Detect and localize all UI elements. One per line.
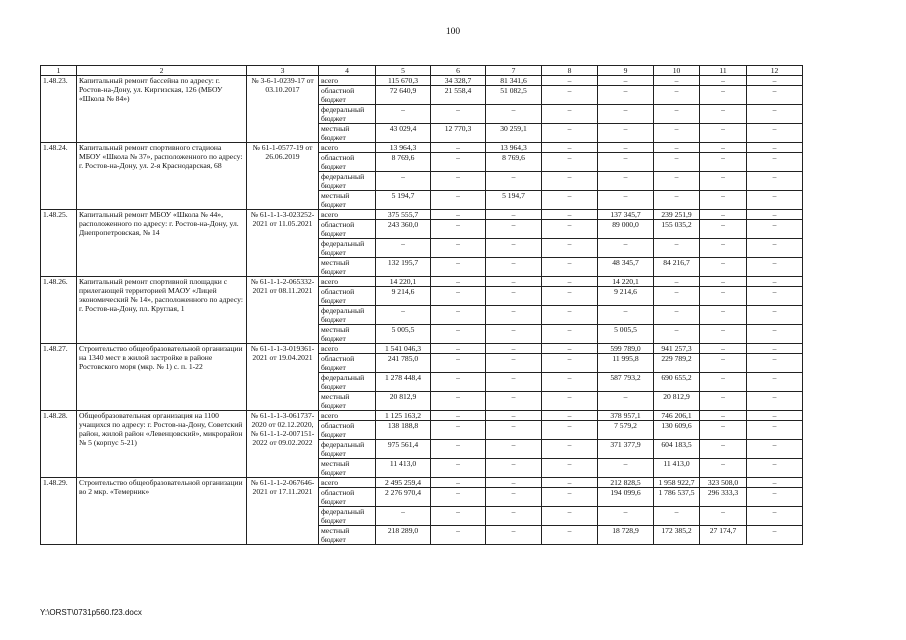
amount-cell: – [542,325,598,344]
amount-cell: 975 561,4 [376,440,431,459]
amount-cell: 18 728,9 [598,526,654,545]
amount-cell: – [747,478,803,488]
expertise-document: № 61-1-1-2-065332-2021 от 08.11.2021 [247,277,319,344]
amount-cell: – [431,306,486,325]
amount-cell: – [747,277,803,287]
amount-cell: 13 964,3 [376,143,431,153]
amount-cell: – [747,373,803,392]
amount-cell: 34 328,7 [431,76,486,86]
table-row [41,143,803,153]
amount-cell: – [486,478,542,488]
amount-cell: – [431,277,486,287]
funding-source: федеральный бюджет [319,373,376,392]
amount-cell: 9 214,6 [376,287,431,306]
funding-source: областной бюджет [319,220,376,239]
column-number-cell: 4 [319,66,376,76]
amount-cell: – [431,153,486,172]
funding-source: областной бюджет [319,354,376,373]
amount-cell: – [700,421,747,440]
amount-cell: – [486,526,542,545]
amount-cell: – [486,258,542,277]
amount-cell: 604 183,5 [654,440,700,459]
amount-cell: – [431,526,486,545]
amount-cell: – [598,172,654,191]
funding-source: местный бюджет [319,459,376,478]
amount-cell: – [431,354,486,373]
amount-cell: – [542,507,598,526]
amount-cell: – [747,220,803,239]
amount-cell: – [598,86,654,105]
expertise-document: № 61-1-1-3-019361-2021 от 19.04.2021 [247,344,319,411]
amount-cell: – [542,344,598,354]
amount-cell: – [700,239,747,258]
amount-cell: – [598,392,654,411]
amount-cell: – [654,277,700,287]
amount-cell: – [747,191,803,210]
amount-cell: 1 786 537,5 [654,488,700,507]
amount-cell: – [598,143,654,153]
funding-source: областной бюджет [319,421,376,440]
amount-cell: – [542,306,598,325]
amount-cell: 8 769,6 [376,153,431,172]
amount-cell: – [654,306,700,325]
column-number-cell: 1 [41,66,77,76]
item-title: Строительство общеобразовательной организации на 1340 мест в жилой застройке в районе Ростовского моря (мкр. № 1) с. п. 1-22 [77,344,247,411]
item-number: 1.48.23. [41,76,77,143]
amount-cell: – [542,373,598,392]
amount-cell: – [486,421,542,440]
amount-cell: 296 333,3 [700,488,747,507]
amount-cell: – [747,354,803,373]
amount-cell: 155 035,2 [654,220,700,239]
funding-source: федеральный бюджет [319,507,376,526]
column-number-row [41,66,803,76]
amount-cell: – [542,143,598,153]
amount-cell: – [486,210,542,220]
item-number: 1.48.28. [41,411,77,478]
amount-cell: – [654,507,700,526]
amount-cell: – [747,306,803,325]
amount-cell: – [700,325,747,344]
amount-cell: – [431,440,486,459]
amount-cell: 5 194,7 [376,191,431,210]
amount-cell: 2 276 970,4 [376,488,431,507]
funding-source: всего [319,210,376,220]
amount-cell: – [431,459,486,478]
expertise-document: № 61-1-1-3-061737-2020 от 02.12.2020, № 61-1-1-2-007151-2022 от 09.02.2022 [247,411,319,478]
table-row [41,411,803,421]
amount-cell: – [542,86,598,105]
amount-cell: – [747,421,803,440]
amount-cell: – [598,153,654,172]
amount-cell: 172 385,2 [654,526,700,545]
amount-cell: – [700,191,747,210]
amount-cell: 239 251,9 [654,210,700,220]
amount-cell: – [598,306,654,325]
amount-cell: – [431,172,486,191]
amount-cell: 11 413,0 [654,459,700,478]
amount-cell: – [542,172,598,191]
amount-cell: – [486,440,542,459]
amount-cell: – [431,258,486,277]
column-number-cell: 10 [654,66,700,76]
file-path-footer: Y:\ORST\0731p560.f23.docx [40,608,142,617]
amount-cell: – [542,210,598,220]
funding-source: областной бюджет [319,287,376,306]
column-number-cell: 7 [486,66,542,76]
amount-cell: 1 278 448,4 [376,373,431,392]
amount-cell: – [431,392,486,411]
amount-cell: – [598,191,654,210]
amount-cell: 81 341,6 [486,76,542,86]
amount-cell: – [486,306,542,325]
expertise-document: № 61-1-0577-19 от 26.06.2019 [247,143,319,210]
amount-cell: – [747,287,803,306]
amount-cell: – [598,124,654,143]
funding-source: федеральный бюджет [319,172,376,191]
amount-cell: – [542,191,598,210]
amount-cell: – [486,507,542,526]
amount-cell: 12 770,3 [431,124,486,143]
column-number-cell: 5 [376,66,431,76]
amount-cell: 30 259,1 [486,124,542,143]
amount-cell: – [486,239,542,258]
amount-cell: – [542,488,598,507]
amount-cell: – [700,105,747,124]
amount-cell: – [486,287,542,306]
amount-cell: 241 785,0 [376,354,431,373]
amount-cell: – [486,344,542,354]
amount-cell: 194 099,6 [598,488,654,507]
table-row [41,277,803,287]
amount-cell: 20 812,9 [654,392,700,411]
funding-source: областной бюджет [319,86,376,105]
table-body [41,66,803,545]
amount-cell: 130 609,6 [654,421,700,440]
funding-source: федеральный бюджет [319,440,376,459]
amount-cell: – [747,86,803,105]
amount-cell: – [431,105,486,124]
amount-cell: – [700,143,747,153]
amount-cell: – [654,105,700,124]
amount-cell: – [542,76,598,86]
amount-cell: – [486,277,542,287]
amount-cell: 5 005,5 [598,325,654,344]
funding-source: федеральный бюджет [319,306,376,325]
amount-cell: 115 670,3 [376,76,431,86]
column-number-cell: 12 [747,66,803,76]
amount-cell: – [598,105,654,124]
amount-cell: 21 558,4 [431,86,486,105]
funding-source: областной бюджет [319,488,376,507]
amount-cell: – [486,411,542,421]
table-row [41,210,803,220]
funding-source: федеральный бюджет [319,105,376,124]
amount-cell: 599 789,0 [598,344,654,354]
amount-cell: 43 029,4 [376,124,431,143]
amount-cell: – [431,478,486,488]
amount-cell: – [700,277,747,287]
amount-cell: – [700,210,747,220]
amount-cell: 9 214,6 [598,287,654,306]
item-number: 1.48.26. [41,277,77,344]
amount-cell: 5 005,5 [376,325,431,344]
amount-cell: 48 345,7 [598,258,654,277]
funding-source: местный бюджет [319,258,376,277]
amount-cell: – [542,239,598,258]
amount-cell: – [542,287,598,306]
amount-cell: – [747,526,803,545]
amount-cell: 1 125 163,2 [376,411,431,421]
funding-source: всего [319,76,376,86]
amount-cell: 27 174,7 [700,526,747,545]
amount-cell: – [700,440,747,459]
amount-cell: – [431,421,486,440]
amount-cell: – [376,306,431,325]
amount-cell: – [486,105,542,124]
amount-cell: – [486,373,542,392]
budget-table [40,65,803,545]
item-number: 1.48.27. [41,344,77,411]
amount-cell: – [700,354,747,373]
amount-cell: – [747,258,803,277]
column-number-cell: 6 [431,66,486,76]
amount-cell: 243 360,0 [376,220,431,239]
amount-cell: 690 655,2 [654,373,700,392]
amount-cell: 137 345,7 [598,210,654,220]
amount-cell: 14 220,1 [598,277,654,287]
amount-cell: 375 555,7 [376,210,431,220]
amount-cell: – [376,172,431,191]
table-row [41,344,803,354]
amount-cell: – [747,239,803,258]
amount-cell: – [654,239,700,258]
amount-cell: – [431,143,486,153]
table-row [41,478,803,488]
amount-cell: – [542,411,598,421]
amount-cell: – [747,325,803,344]
amount-cell: – [654,325,700,344]
amount-cell: – [747,143,803,153]
amount-cell: – [700,459,747,478]
funding-source: областной бюджет [319,153,376,172]
amount-cell: – [598,507,654,526]
amount-cell: – [431,344,486,354]
amount-cell: – [376,507,431,526]
item-title: Строительство общеобразовательной организации во 2 мкр. «Темерник» [77,478,247,545]
amount-cell: – [747,392,803,411]
amount-cell: 72 640,9 [376,86,431,105]
amount-cell: – [747,459,803,478]
amount-cell: – [700,411,747,421]
amount-cell: – [431,287,486,306]
amount-cell: – [747,411,803,421]
amount-cell: – [486,459,542,478]
amount-cell: – [700,172,747,191]
amount-cell: – [747,488,803,507]
amount-cell: – [700,287,747,306]
item-title: Капитальный ремонт спортивной площадки с прилегающей территорией МАОУ «Лицей экономический № 14», расположенного по адресу: г. Ростов-на-Дону, пл. Круглая, 1 [77,277,247,344]
amount-cell: – [542,105,598,124]
amount-cell: – [654,191,700,210]
item-title: Капитальный ремонт МБОУ «Школа № 44», расположенного по адресу: г. Ростов-на-Дону, ул. Днепропетровская, № 14 [77,210,247,277]
amount-cell: – [747,344,803,354]
amount-cell: – [654,124,700,143]
amount-cell: – [747,507,803,526]
amount-cell: – [700,344,747,354]
funding-source: всего [319,143,376,153]
amount-cell: – [542,392,598,411]
amount-cell: – [700,258,747,277]
amount-cell: – [654,287,700,306]
amount-cell: – [747,210,803,220]
amount-cell: – [747,124,803,143]
amount-cell: 7 579,2 [598,421,654,440]
amount-cell: – [542,277,598,287]
amount-cell: – [486,220,542,239]
item-title: Общеобразовательная организация на 1100 учащихся по адресу: г. Ростов-на-Дону, Советский район, жилой район «Левенцовский», микрорайон № 5 (корпус 5-21) [77,411,247,478]
amount-cell: – [486,354,542,373]
funding-source: всего [319,344,376,354]
table-row [41,76,803,86]
amount-cell: 89 000,0 [598,220,654,239]
amount-cell: 14 220,1 [376,277,431,287]
amount-cell: 132 195,7 [376,258,431,277]
amount-cell: – [747,172,803,191]
funding-source: местный бюджет [319,325,376,344]
expertise-document: № 3-6-1-0239-17 от 03.10.2017 [247,76,319,143]
funding-source: всего [319,411,376,421]
amount-cell: – [431,411,486,421]
column-number-cell: 9 [598,66,654,76]
amount-cell: – [376,239,431,258]
funding-source: всего [319,478,376,488]
amount-cell: – [598,76,654,86]
amount-cell: – [747,153,803,172]
funding-source: местный бюджет [319,526,376,545]
amount-cell: – [654,86,700,105]
amount-cell: – [542,421,598,440]
item-title: Капитальный ремонт спортивного стадиона МБОУ «Школа № 37», расположенного по адресу: г. Ростов-на-Дону, ул. 2-я Краснодарская, 68 [77,143,247,210]
amount-cell: – [700,124,747,143]
amount-cell: – [747,76,803,86]
amount-cell: – [700,153,747,172]
amount-cell: 20 812,9 [376,392,431,411]
funding-source: всего [319,277,376,287]
amount-cell: 1 541 046,3 [376,344,431,354]
amount-cell: – [700,86,747,105]
amount-cell: 378 957,1 [598,411,654,421]
funding-source: федеральный бюджет [319,239,376,258]
amount-cell: – [747,440,803,459]
amount-cell: – [542,459,598,478]
amount-cell: 2 495 259,4 [376,478,431,488]
amount-cell: – [431,373,486,392]
amount-cell: – [431,507,486,526]
amount-cell: – [431,220,486,239]
amount-cell: – [376,105,431,124]
amount-cell: – [542,124,598,143]
page-number: 100 [445,27,461,37]
amount-cell: – [486,172,542,191]
amount-cell: – [700,373,747,392]
funding-source: местный бюджет [319,191,376,210]
amount-cell: – [542,153,598,172]
amount-cell: 229 789,2 [654,354,700,373]
amount-cell: – [431,325,486,344]
amount-cell: – [598,459,654,478]
amount-cell: 371 377,9 [598,440,654,459]
amount-cell: 218 289,0 [376,526,431,545]
amount-cell: – [654,172,700,191]
amount-cell: – [431,488,486,507]
item-number: 1.48.25. [41,210,77,277]
amount-cell: – [542,440,598,459]
amount-cell: – [654,76,700,86]
amount-cell: 746 206,1 [654,411,700,421]
amount-cell: – [542,526,598,545]
funding-source: местный бюджет [319,392,376,411]
item-title: Капитальный ремонт бассейна по адресу: г. Ростов-на-Дону, ул. Киргизская, 126 (МБОУ «Школа № 84») [77,76,247,143]
amount-cell: 323 508,0 [700,478,747,488]
item-number: 1.48.29. [41,478,77,545]
amount-cell: – [486,488,542,507]
amount-cell: 51 082,5 [486,86,542,105]
amount-cell: – [654,153,700,172]
column-number-cell: 3 [247,66,319,76]
item-number: 1.48.24. [41,143,77,210]
amount-cell: 5 194,7 [486,191,542,210]
amount-cell: – [700,392,747,411]
amount-cell: – [700,76,747,86]
amount-cell: 84 216,7 [654,258,700,277]
amount-cell: – [700,507,747,526]
amount-cell: – [700,220,747,239]
funding-source: местный бюджет [319,124,376,143]
column-number-cell: 8 [542,66,598,76]
amount-cell: 1 958 922,7 [654,478,700,488]
amount-cell: 8 769,6 [486,153,542,172]
amount-cell: – [431,191,486,210]
amount-cell: – [654,143,700,153]
amount-cell: – [700,306,747,325]
amount-cell: 138 188,8 [376,421,431,440]
amount-cell: – [486,392,542,411]
column-number-cell: 2 [77,66,247,76]
amount-cell: – [747,105,803,124]
amount-cell: – [598,239,654,258]
amount-cell: – [542,258,598,277]
amount-cell: 587 793,2 [598,373,654,392]
amount-cell: – [431,239,486,258]
amount-cell: – [542,220,598,239]
expertise-document: № 61-1-1-3-023252-2021 от 11.05.2021 [247,210,319,277]
amount-cell: – [542,354,598,373]
amount-cell: 941 257,3 [654,344,700,354]
amount-cell: 11 413,0 [376,459,431,478]
amount-cell: 11 995,8 [598,354,654,373]
amount-cell: 13 964,3 [486,143,542,153]
amount-cell: – [486,325,542,344]
amount-cell: – [431,210,486,220]
amount-cell: – [542,478,598,488]
column-number-cell: 11 [700,66,747,76]
expertise-document: № 61-1-1-2-067646-2021 от 17.11.2021 [247,478,319,545]
amount-cell: 212 828,5 [598,478,654,488]
